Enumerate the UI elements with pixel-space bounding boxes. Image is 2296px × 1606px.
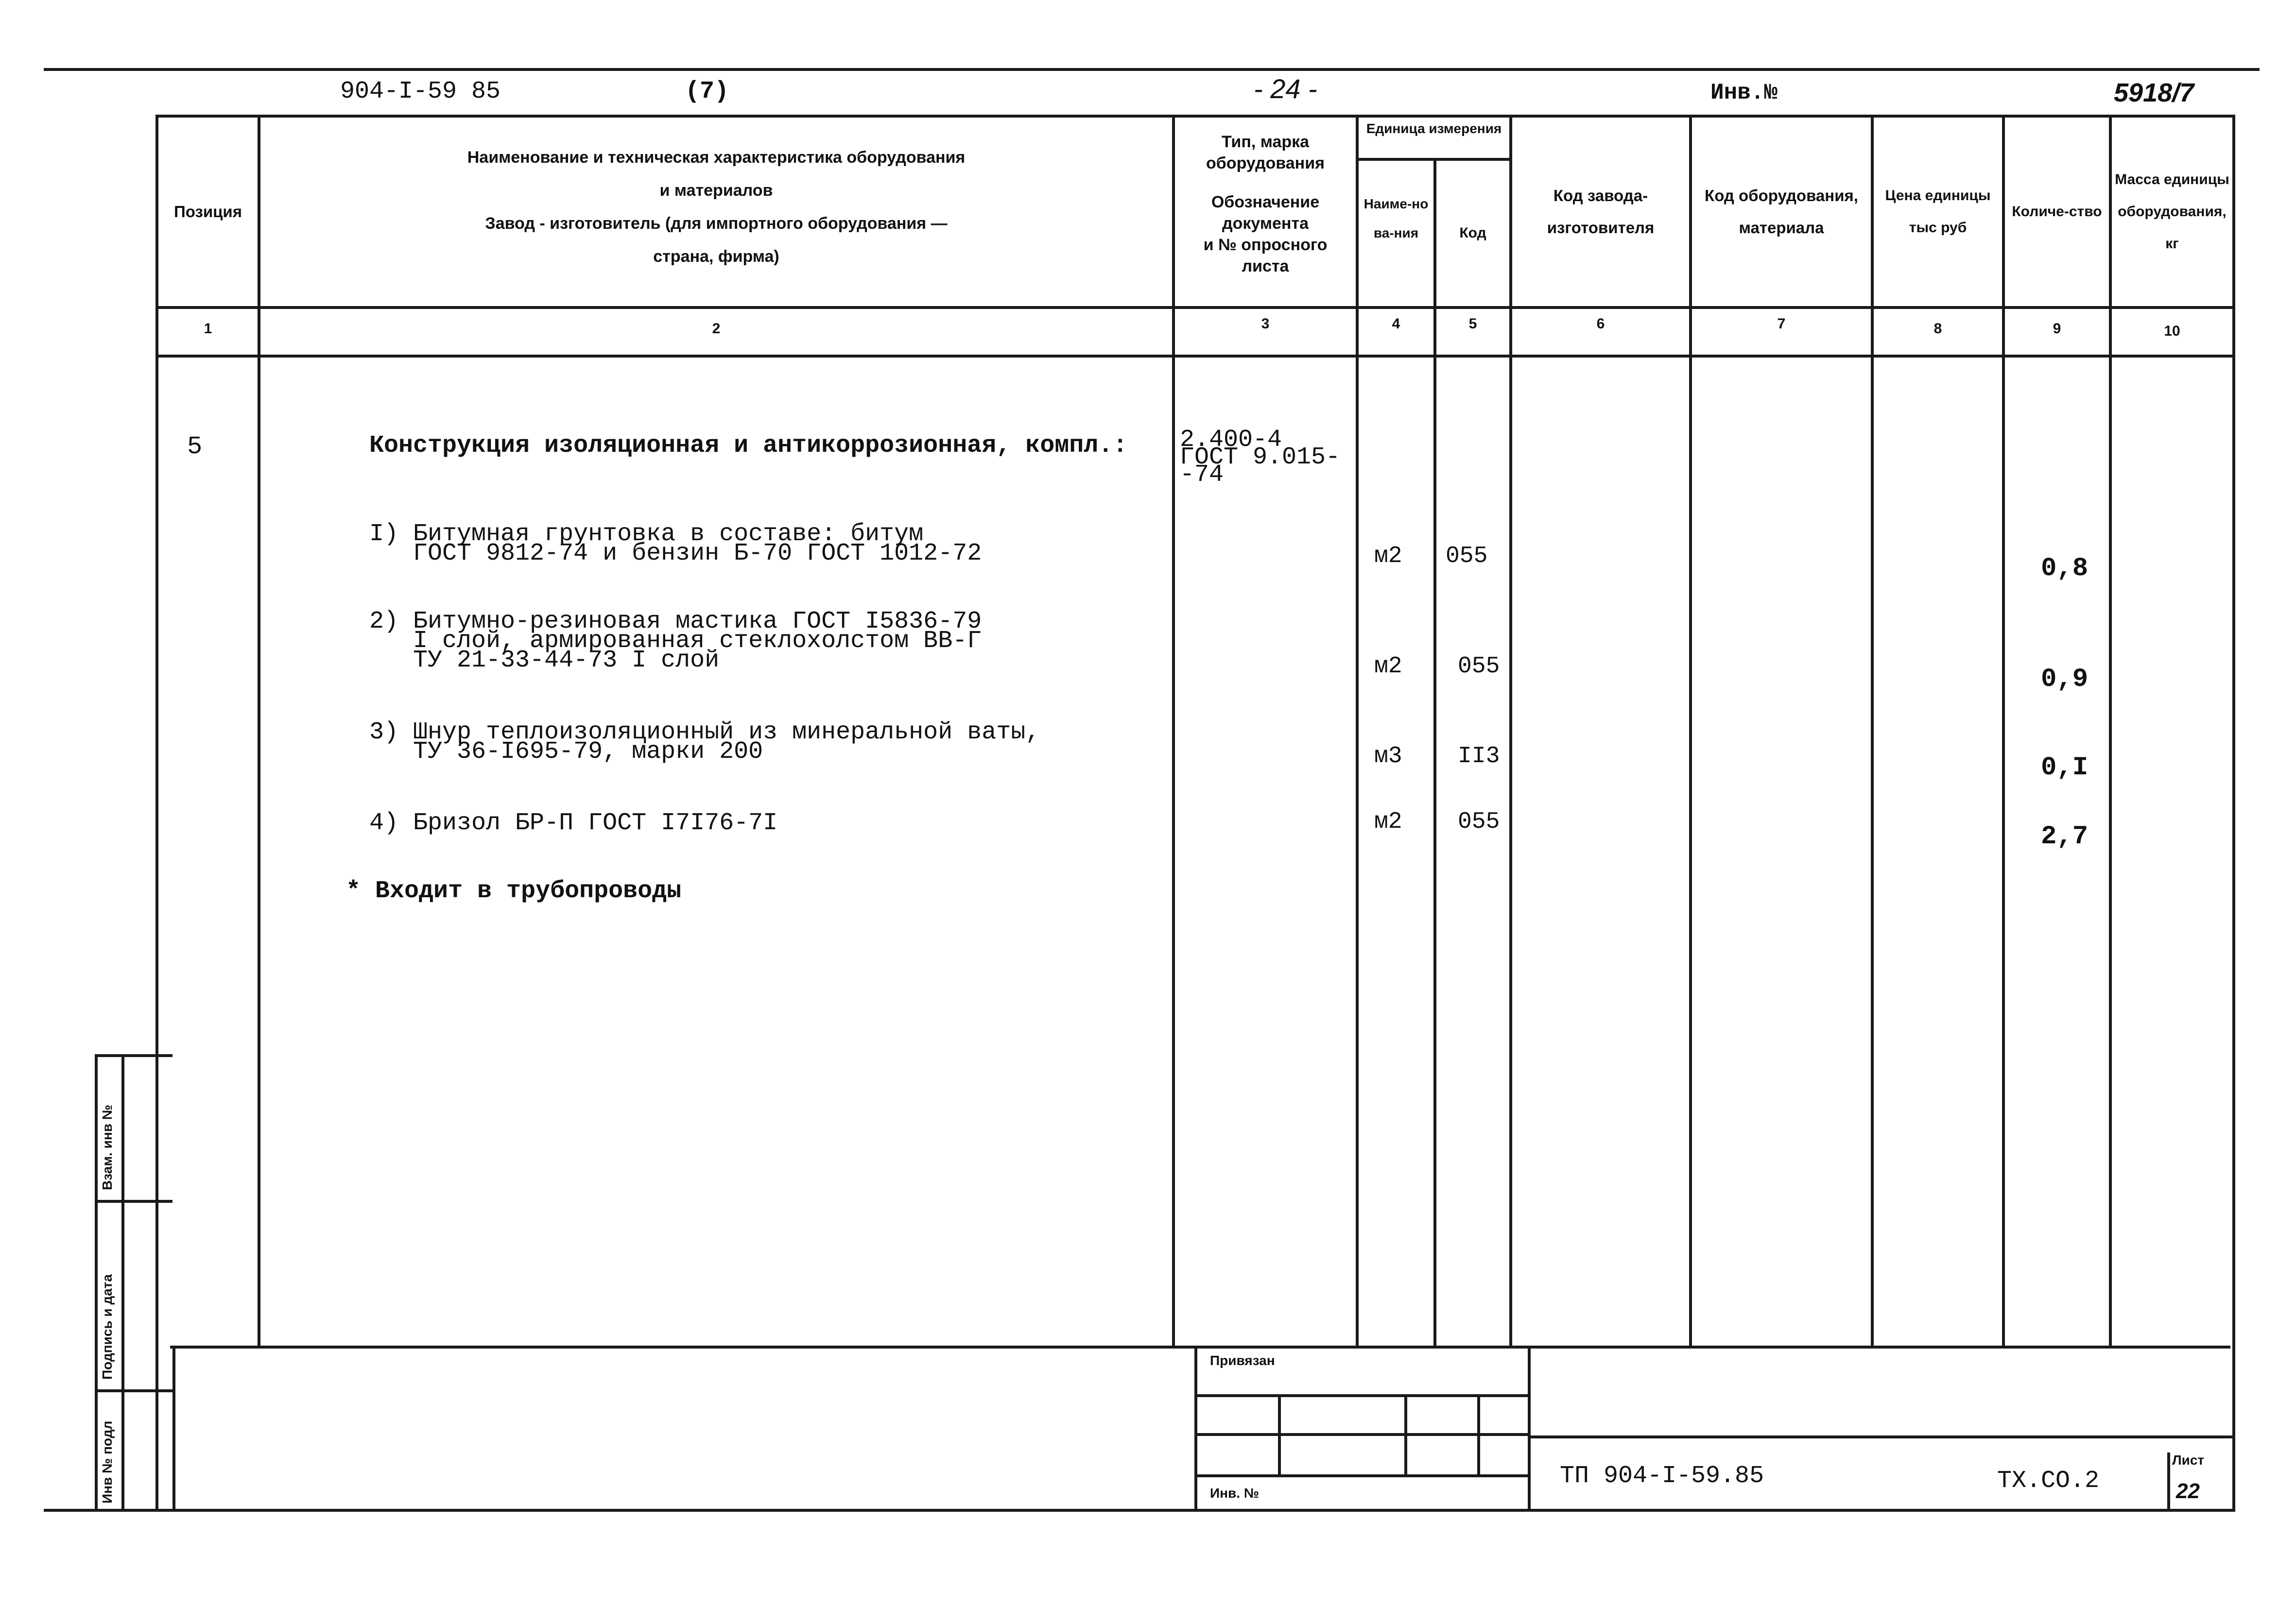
stamp-sheet-code: ТХ.СО.2 bbox=[1997, 1467, 2100, 1495]
stamp-bound: Привязан bbox=[1210, 1353, 1275, 1368]
unit-cell: м2 bbox=[1374, 653, 1402, 680]
side-inv-orig: Инв № подл bbox=[100, 1420, 115, 1503]
stamp-grid-v3 bbox=[1477, 1394, 1480, 1474]
col-sep-3 bbox=[1356, 115, 1359, 1349]
colnum-1: 1 bbox=[204, 321, 212, 337]
hdr-type-line5: и № опросного bbox=[1203, 236, 1328, 254]
stamp-title-line bbox=[1528, 1435, 2232, 1438]
table-right-border bbox=[2232, 115, 2235, 1509]
hdr-mass: Масса единицы оборудования, кг bbox=[2115, 171, 2229, 252]
hdr-name-line4: страна, фирма) bbox=[653, 247, 779, 266]
colnum-2: 2 bbox=[712, 321, 721, 337]
code-cell: II3 bbox=[1458, 743, 1500, 769]
header-bottom-line bbox=[155, 306, 2235, 309]
stamp-sep-1 bbox=[1194, 1346, 1197, 1509]
item-position: 5 bbox=[187, 432, 203, 461]
colnum-10: 10 bbox=[2164, 323, 2180, 339]
hdr-position: Позиция bbox=[174, 203, 242, 221]
colnum-3: 3 bbox=[1261, 316, 1270, 332]
hdr-quantity: Количе-ство bbox=[2012, 204, 2102, 220]
top-border bbox=[44, 68, 2260, 71]
code-cell: 055 bbox=[1458, 809, 1500, 835]
hdr-type-line4: документа bbox=[1222, 214, 1309, 233]
colnum-5: 5 bbox=[1468, 316, 1477, 332]
colnum-6: 6 bbox=[1596, 316, 1605, 332]
stamp-left-border bbox=[173, 1346, 175, 1509]
list-item: 4) Бризол БР-П ГОСТ I7I76-7I bbox=[369, 809, 778, 837]
hdr-type-line2: оборудования bbox=[1206, 154, 1325, 172]
stamp-sheet-number: 22 bbox=[2176, 1479, 2200, 1503]
unit-cell: м2 bbox=[1374, 809, 1402, 835]
code-cell: 055 bbox=[1446, 543, 1488, 569]
hdr-type-line1: Тип, марка bbox=[1221, 133, 1310, 151]
hdr-equipment-code: Код оборудования, материала bbox=[1705, 187, 1858, 237]
col-sep-1 bbox=[258, 115, 260, 1349]
side-stamp-left bbox=[95, 1054, 98, 1509]
hdr-factory-code: Код завода-изготовителя bbox=[1547, 187, 1655, 237]
hdr-type bbox=[1175, 131, 1356, 277]
stamp-doc-title: ТП 904-I-59.85 bbox=[1560, 1462, 1764, 1490]
hdr-type-line6: листа bbox=[1242, 257, 1289, 275]
side-sign-date: Подпись и дата bbox=[100, 1274, 115, 1380]
code-cell: 055 bbox=[1458, 653, 1500, 680]
colnum-8: 8 bbox=[1933, 321, 1942, 337]
side-stamp-sep2 bbox=[95, 1389, 173, 1392]
item-title: Конструкция изоляционная и антикоррозионная, компл.: bbox=[369, 432, 1128, 460]
list-item: 2) Битумно-резиновая мастика ГОСТ I5836-79 I слой, армированная стеклохолстом ВВ-Г ТУ 21-33-44-73 I слой bbox=[369, 608, 982, 674]
stamp-inv-no: Инв. № bbox=[1210, 1486, 1260, 1501]
stamp-grid-line-3 bbox=[1194, 1474, 1528, 1477]
hdr-unit-name: Наиме-нова-ния bbox=[1364, 196, 1429, 240]
doc-code: 904-I-59 85 bbox=[340, 78, 501, 105]
colnum-4: 4 bbox=[1392, 316, 1400, 332]
hdr-unit-code: Код bbox=[1459, 225, 1486, 241]
unit-cell: м3 bbox=[1374, 743, 1402, 769]
list-item: I) Битумная грунтовка в составе: битум ГОСТ 9812-74 и бензин Б-70 ГОСТ 1012-72 bbox=[369, 520, 982, 567]
col-sep-4 bbox=[1433, 160, 1436, 1349]
side-stamp-mid bbox=[121, 1054, 124, 1509]
stamp-sheet-label: Лист bbox=[2172, 1452, 2205, 1468]
colnum-bottom-line bbox=[155, 355, 2235, 358]
hdr-price: Цена единицы тыс руб bbox=[1885, 188, 1991, 236]
footnote: * Входит в трубопроводы bbox=[346, 877, 682, 905]
side-stamp-sep1 bbox=[95, 1200, 173, 1203]
inv-value: 5918/7 bbox=[2114, 78, 2194, 107]
colnum-9: 9 bbox=[2053, 321, 2061, 337]
quantity-cell: 0,I bbox=[2041, 753, 2089, 783]
doc-part: (7) bbox=[685, 78, 729, 105]
quantity-cell: 2,7 bbox=[2041, 822, 2089, 852]
hdr-name bbox=[260, 141, 1172, 273]
side-stamp-top bbox=[95, 1054, 173, 1057]
hdr-type-line3: Обозначение bbox=[1211, 193, 1320, 211]
col-sep-2 bbox=[1172, 115, 1175, 1349]
sheet-box-border bbox=[2167, 1452, 2170, 1509]
hdr-name-line1: Наименование и техническая характеристика оборудования bbox=[467, 148, 966, 167]
item-doc-ref: 2.400-4 ГОСТ 9.015- -74 bbox=[1180, 426, 1341, 489]
page-number: - 24 - bbox=[1254, 73, 1317, 104]
bottom-border bbox=[44, 1509, 2235, 1512]
colnum-7: 7 bbox=[1777, 316, 1786, 332]
inv-label: Инв.№ bbox=[1710, 80, 1778, 105]
hdr-unit-group: Единица измерения bbox=[1366, 121, 1502, 136]
hdr-name-line3: Завод - изготовитель (для импортного оборудования — bbox=[485, 214, 948, 233]
stamp-grid-v2 bbox=[1404, 1394, 1407, 1474]
table-bottom-line bbox=[170, 1346, 2230, 1349]
stamp-grid-v1 bbox=[1278, 1394, 1281, 1474]
quantity-cell: 0,9 bbox=[2041, 665, 2089, 694]
unit-cell: м2 bbox=[1374, 543, 1402, 569]
hdr-name-line2: и материалов bbox=[659, 181, 773, 200]
stamp-sep-2 bbox=[1528, 1346, 1531, 1509]
quantity-cell: 0,8 bbox=[2041, 554, 2089, 583]
side-inv-replace: Взам. инв № bbox=[100, 1105, 115, 1190]
list-item: 3) Шнур теплоизоляционный из минеральной ваты, ТУ 36-I695-79, марки 200 bbox=[369, 718, 1040, 766]
